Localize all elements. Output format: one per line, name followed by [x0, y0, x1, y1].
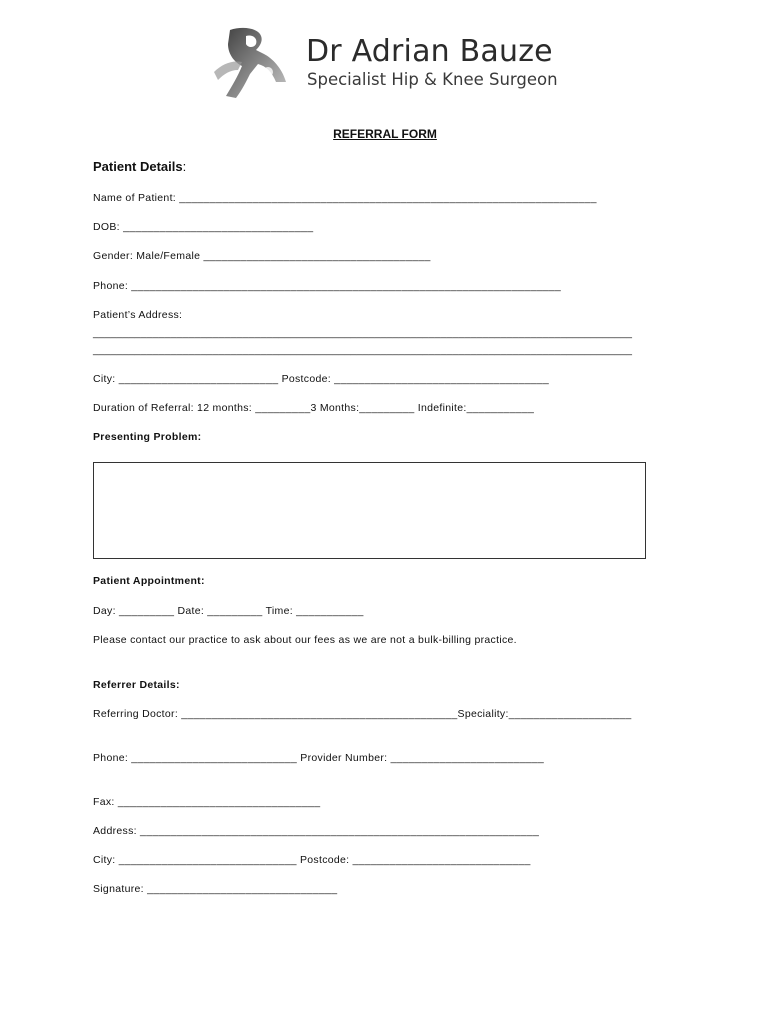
fees-note: Please contact our practice to ask about our fees as we are not a bulk-billing practice. [93, 634, 517, 646]
address-line-1[interactable]: __________________________________________________________________________________________ [93, 327, 633, 339]
brand-subtitle: Specialist Hip & Knee Surgeon [307, 70, 558, 89]
name-of-patient-field[interactable]: Name of Patient: ____________________________________________________________________ [93, 192, 597, 204]
referrer-address-field[interactable]: Address: _________________________________________________________________ [93, 825, 540, 837]
presenting-problem-textarea[interactable] [93, 462, 646, 559]
knee-joint-icon [212, 24, 292, 102]
referrer-details-heading: Referrer Details: [93, 679, 180, 691]
brand-name: Dr Adrian Bauze [306, 34, 553, 69]
address-line-2[interactable]: __________________________________________________________________________________________ [93, 344, 633, 356]
duration-of-referral-field[interactable]: Duration of Referral: 12 months: _________3 Months:_________ Indefinite:___________ [93, 402, 535, 414]
patient-details-heading [93, 159, 186, 174]
patient-appointment-heading: Patient Appointment: [93, 575, 205, 587]
presenting-problem-heading: Presenting Problem: [93, 431, 202, 443]
city-postcode-field[interactable]: City: __________________________ Postcode: ___________________________________ [93, 373, 550, 385]
page-title: REFERRAL FORM [333, 127, 437, 141]
patient-address-label: Patient’s Address: [93, 309, 183, 321]
patient-details-colon: : [182, 159, 187, 174]
gender-field[interactable]: Gender: Male/Female _____________________________________ [93, 250, 431, 262]
referrer-phone-field[interactable]: Phone: ___________________________ Provider Number: _________________________ [93, 752, 545, 764]
referring-doctor-field[interactable]: Referring Doctor: _____________________________________________Speciality:____________________ [93, 708, 632, 720]
phone-field[interactable]: Phone: ______________________________________________________________________ [93, 280, 562, 292]
signature-field[interactable]: Signature: _______________________________ [93, 883, 338, 895]
appointment-field[interactable]: Day: _________ Date: _________ Time: ___________ [93, 605, 364, 617]
fax-field[interactable]: Fax: _________________________________ [93, 796, 321, 808]
patient-details-heading-text: Patient Details [93, 159, 183, 174]
dob-field[interactable]: DOB: _______________________________ [93, 221, 314, 233]
referrer-city-postcode-field[interactable]: City: _____________________________ Postcode: _____________________________ [93, 854, 531, 866]
